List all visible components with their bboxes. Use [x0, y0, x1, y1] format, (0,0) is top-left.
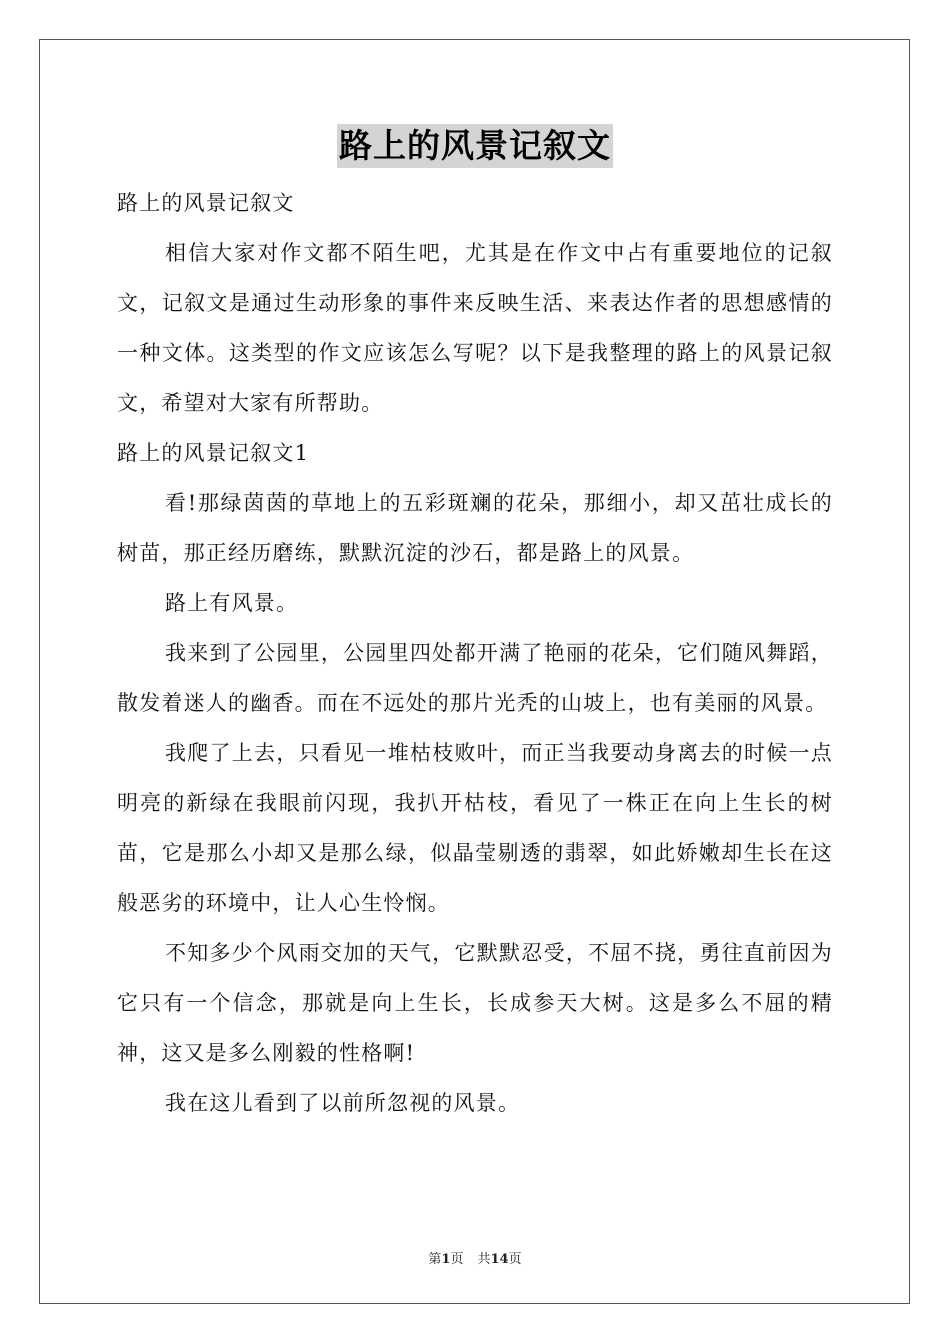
body-paragraph: 路上有风景。: [165, 591, 299, 615]
body-paragraph: 我来到了公园里，公园里四处都开满了艳丽的花朵，它们随风舞蹈，散发着迷人的幽香。而在不远处的那片光秃的山坡上，也有美丽的风景。: [117, 641, 833, 715]
page-prefix: 第: [428, 1252, 442, 1267]
document-body: [117, 178, 833, 1128]
body-paragraph: 我爬了上去，只看见一堆枯枝败叶，而正当我要动身离去的时候一点明亮的新绿在我眼前闪现，我扒开枯枝，看见了一株正在向上生长的树苗，它是那么小却又是那么绿，似晶莹剔透的翡翠，如此娇嫩却生长在这般恶劣的环境中，让人心生怜悯。: [117, 741, 833, 915]
intro-paragraph: 相信大家对作文都不陌生吧，尤其是在作文中占有重要地位的记叙文，记叙文是通过生动形象的事件来反映生活、来表达作者的思想感情的一种文体。这类型的作文应该怎么写呢？以下是我整理的路上的风景记叙文，希望对大家有所帮助。: [117, 241, 833, 415]
section-heading: 路上的风景记叙文1: [117, 441, 310, 465]
page-suffix: 页: [450, 1252, 464, 1267]
page-number: 1: [441, 1252, 451, 1267]
total-prefix: 共: [477, 1252, 491, 1267]
page-footer: [0, 1248, 950, 1267]
body-paragraph: 不知多少个风雨交加的天气，它默默忍受，不屈不挠，勇往直前因为它只有一个信念，那就是向上生长，长成参天大树。这是多么不屈的精神，这又是多么刚毅的性格啊!: [117, 941, 833, 1065]
body-paragraph: 看!那绿茵茵的草地上的五彩斑斓的花朵，那细小，却又茁壮成长的树苗，那正经历磨练，默默沉淀的沙石，都是路上的风景。: [117, 491, 833, 565]
title-container: [0, 124, 950, 168]
document-title: 路上的风景记叙文: [337, 124, 613, 168]
total-suffix: 页: [508, 1252, 522, 1267]
subtitle-paragraph: 路上的风景记叙文: [117, 191, 295, 215]
total-pages: 14: [490, 1252, 509, 1267]
body-paragraph: 我在这儿看到了以前所忽视的风景。: [165, 1091, 521, 1115]
